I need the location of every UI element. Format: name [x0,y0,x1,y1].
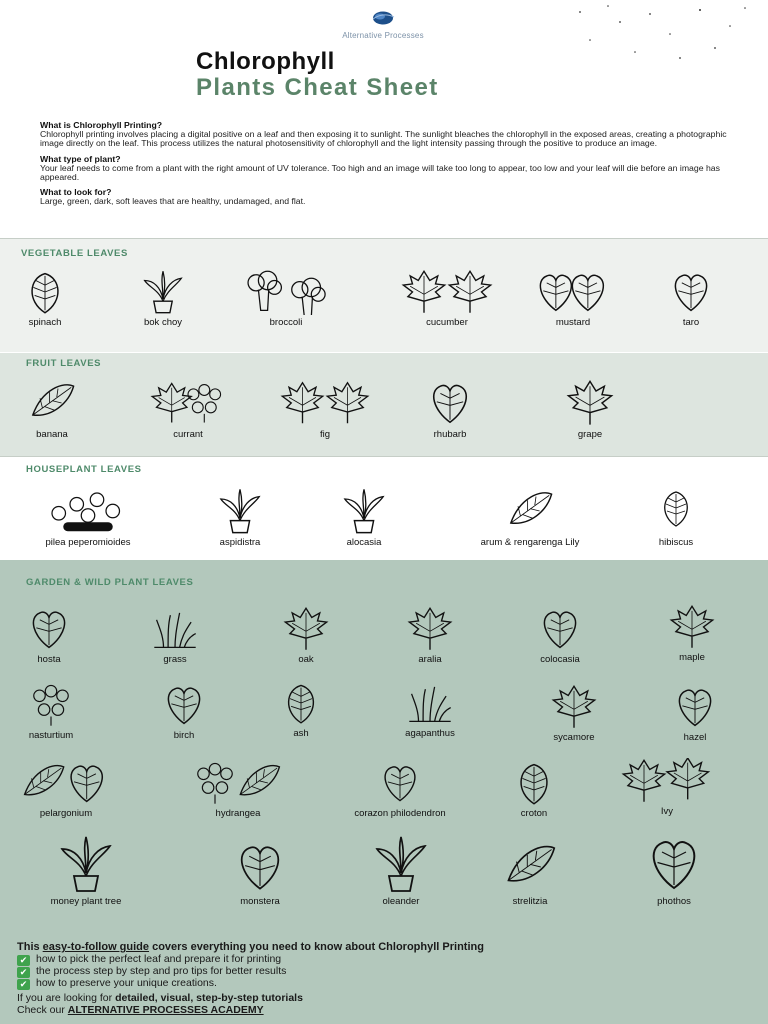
pelargonium-icon [20,760,112,806]
nasturtium-icon [11,682,91,728]
guide-link[interactable]: easy-to-follow guide [42,941,150,953]
plant-label: corazon philodendron [354,808,446,819]
plant-item[interactable] [632,834,716,907]
aspidistra-icon [210,487,270,535]
fig-leaf-icon [280,379,370,427]
plant-item[interactable] [36,834,136,907]
hosta-leaf-icon [14,606,84,652]
taro-leaf-icon [658,269,724,315]
broccoli-icon [238,269,334,315]
plant-label: aralia [418,654,442,665]
plant-item[interactable] [150,682,218,741]
alocasia-icon [336,487,392,535]
footer [0,936,768,1024]
plant-label: rhubarb [433,429,467,440]
plant-item[interactable] [646,604,738,663]
plant-item[interactable] [14,487,162,548]
plant-item[interactable] [130,606,220,665]
plant-item[interactable] [612,758,722,817]
plant-label: hosta [37,654,61,665]
plant-item[interactable] [200,487,280,548]
plant-label: hibiscus [658,537,694,548]
plant-label: arum & rengarenga Lily [480,537,580,548]
intro-question: What type of plant? [40,153,121,164]
intro-answer: Your leaf needs to come from a plant with the right amount of UV tolerance. Too high and an image will take too long to appear, too low and your leaf will die before an image has appeared. [40,162,720,183]
plant-label: spinach [28,317,62,328]
plant-item[interactable] [20,269,70,328]
plant-item[interactable] [480,840,580,907]
plant-item[interactable] [10,606,88,665]
hibiscus-leaf-icon [656,481,696,535]
plant-label: strelitzia [512,896,548,907]
plant-item[interactable] [18,760,114,819]
oak-leaf-icon [280,606,332,652]
plant-label: ash [293,728,309,739]
footer-cta-text: Check our [17,1004,68,1016]
plant-label: taro [682,317,700,328]
plant-item[interactable] [320,760,480,819]
plant-label: banana [36,429,68,440]
birch-leaf-icon [151,682,217,728]
footer-lead [17,941,484,953]
section-houseplant-leaves [0,456,768,560]
plant-item[interactable] [186,760,290,819]
section-title: GARDEN & WILD PLANT LEAVES [26,577,194,588]
plant-label: pelargonium [39,808,93,819]
plant-item[interactable] [522,606,598,665]
plant-item[interactable] [372,680,488,739]
plant-label: birch [173,730,195,741]
plant-label: croton [520,808,548,819]
plant-item[interactable] [392,269,502,328]
plant-label: colocasia [540,654,580,665]
cucumber-leaf-icon [393,269,501,315]
oleander-icon [359,834,443,894]
plant-item[interactable] [328,487,400,548]
plant-label: fig [319,429,331,440]
plant-label: hazel [683,732,707,743]
plant-label: maple [679,652,705,663]
sycamore-leaf-icon [534,684,614,730]
plant-item[interactable] [660,684,730,743]
bok-choy-leaf-icon [138,269,188,315]
plant-label: cucumber [426,317,468,328]
plant-label: aspidistra [219,537,261,548]
rhubarb-leaf-icon [422,379,478,427]
plant-item[interactable] [128,269,198,328]
plant-label: sycamore [553,732,595,743]
ivy-leaf-icon [614,758,720,804]
plant-label: monstera [240,896,280,907]
grass-icon [130,606,220,652]
plant-item[interactable] [150,379,226,440]
logo-text: Alternative Processes [342,31,424,40]
plant-item[interactable] [444,487,616,548]
section-title: HOUSEPLANT LEAVES [26,464,142,475]
section-vegetable-leaves [0,238,768,352]
logo[interactable] [318,9,448,40]
logo-globe-icon [368,9,398,25]
intro-question: What to look for? [40,187,112,198]
page-title: Chlorophyll [196,48,335,75]
arum-leaf-icon [485,487,575,535]
check-icon: ✔ [17,967,30,978]
mustard-leaf-icon [533,269,613,315]
banana-leaf-icon [28,379,76,427]
checklist-text: how to pick the perfect leaf and prepare it for printing [36,953,282,965]
plant-label: bok choy [143,317,183,328]
croton-leaf-icon [508,760,560,806]
plant-label: nasturtium [28,730,74,741]
grape-leaf-icon [544,379,636,427]
philodendron-leaf-icon [378,760,422,806]
maple-leaf-icon [647,604,737,650]
plant-item[interactable] [238,269,334,328]
section-title: FRUIT LEAVES [26,358,102,369]
intro-question: What is Chlorophyll Printing? [40,120,163,130]
plant-item[interactable] [278,680,324,739]
plant-label: currant [173,429,203,440]
plant-item[interactable] [506,760,562,819]
spinach-leaf-icon [22,269,68,315]
plant-item[interactable] [24,379,80,440]
plant-label: agapanthus [405,728,455,739]
plant-item[interactable] [208,840,312,907]
plant-item[interactable] [420,379,480,440]
intro-answer: Chlorophyll printing involves placing a digital positive on a leaf and then exposing it to sunlight. The sunlight bleaches the chlorophyll in the exposed areas, creating a photographic image directly on the leaf. This process utilizes the natural photosensitivity of chlorophyll and the light intensity passing through the positive to produce an image. [40,129,727,149]
strelitzia-leaf-icon [480,840,580,894]
colocasia-leaf-icon [524,606,596,652]
plant-label: alocasia [346,537,382,548]
plant-label: oleander [382,896,420,907]
agapanthus-icon [375,680,485,726]
plant-item[interactable] [280,379,370,440]
plant-label: broccoli [269,317,303,328]
section-fruit-leaves [0,352,768,456]
check-icon: ✔ [17,979,30,990]
currant-icon [150,379,226,427]
check-icon: ✔ [17,955,30,966]
checklist-text: how to preserve your unique creations. [36,977,217,989]
plant-label: Ivy [660,806,674,817]
plant-label: money plant tree [50,896,122,907]
plant-label: oak [298,654,314,665]
footer-lead-text: This [17,941,43,953]
intro-answer: Large, green, dark, soft leaves that are healthy, undamaged, and flat. [40,196,306,207]
plant-item[interactable] [10,682,92,741]
hydrangea-icon [188,760,288,806]
decorative-specks [560,0,760,70]
header [0,0,768,238]
plant-label: mustard [555,317,591,328]
plant-label: grape [577,429,603,440]
monstera-leaf-icon [210,840,310,894]
page-subtitle: Plants Cheat Sheet [196,74,439,101]
plant-item[interactable] [656,269,726,328]
checklist-text: the process step by step and pro tips for better results [36,965,287,977]
intro-text [40,121,740,213]
plant-item[interactable] [390,606,470,665]
academy-link[interactable]: ALTERNATIVE PROCESSES ACADEMY [67,1004,264,1016]
section-title: VEGETABLE LEAVES [21,248,128,259]
hazel-leaf-icon [665,684,725,730]
aralia-leaf-icon [395,606,465,652]
plant-item[interactable] [278,606,334,665]
plant-item[interactable] [644,481,708,548]
plant-item[interactable] [532,684,616,743]
checklist-item [17,977,217,990]
section-garden-leaves [0,560,768,936]
plant-label: phothos [657,896,691,907]
ash-leaf-icon [279,680,323,726]
plant-label: pilea peperomioides [45,537,131,548]
plant-label: grass [163,654,187,665]
pilea-icon [43,487,133,535]
plant-item[interactable] [544,379,636,440]
phothos-leaf-icon [634,834,714,894]
footer-cta-text: If you are looking for [17,992,116,1004]
plant-item[interactable] [533,269,613,328]
money-plant-tree-icon [44,834,128,894]
footer-cta-line [17,1004,264,1016]
plant-item[interactable] [356,834,446,907]
footer-lead-text: covers everything you need to know about Chlorophyll Printing [149,941,484,953]
footer-cta-bold: detailed, visual, step-by-step tutorials [115,992,303,1004]
plant-label: hydrangea [215,808,261,819]
footer-cta-line [17,992,303,1004]
